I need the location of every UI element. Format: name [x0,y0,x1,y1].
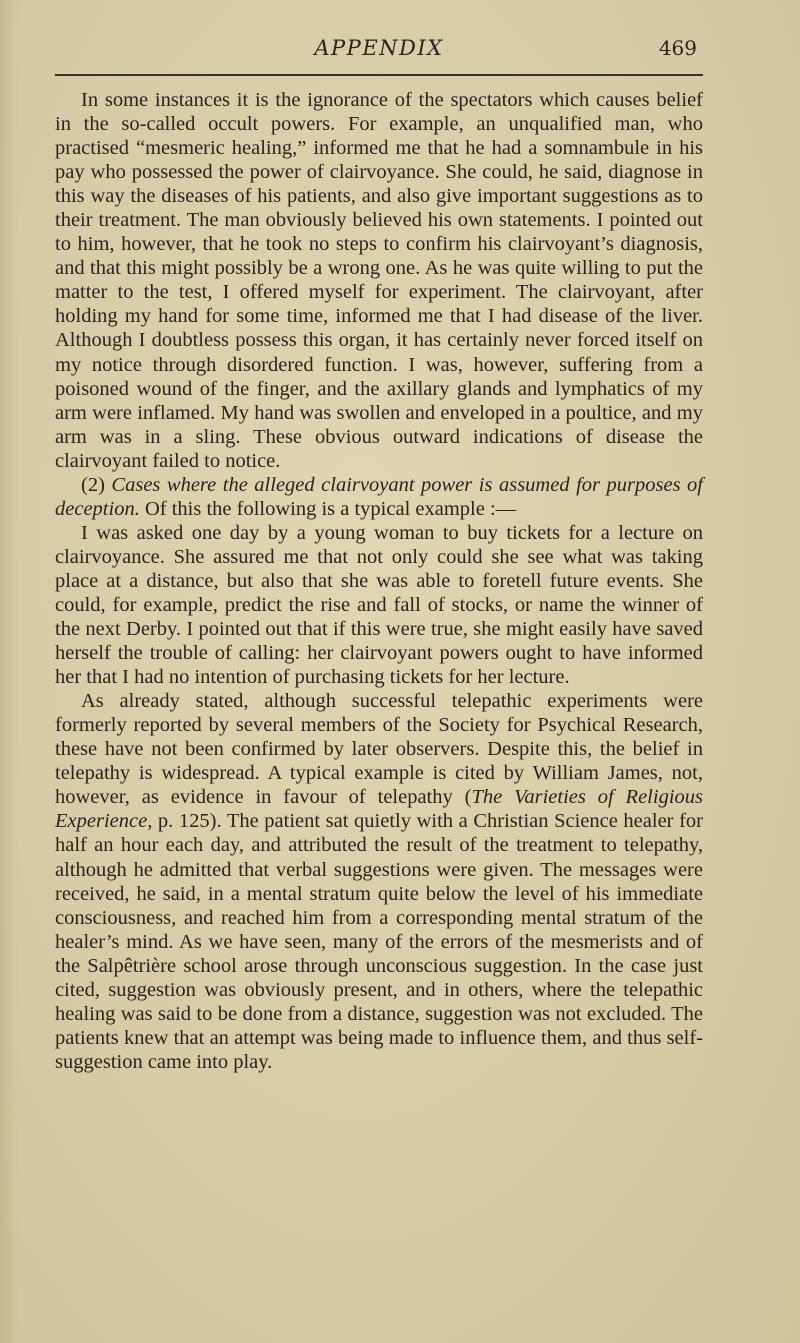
paragraph-clairvoyance-test: In some instances it is the ignorance of the spectators which causes belief in the so-called occult powers. For example, an unqualified man, who practised “mesmeric healing,” informed me that he had a somnambule in his pay who possessed the power of clairvoyance. She could, he said, diagnose in this way the diseases of his patients, and also give important suggestions as to their treatment. The man obviously believed his own statements. I pointed out to him, however, that he took no steps to confirm his clairvoyant’s diagnosis, and that this might possibly be a wrong one. As he was quite willing to put the matter to the test, I offered myself for experiment. The clairvoyant, after holding my hand for some time, informed me that I had disease of the liver. Although I doubtless possess this organ, it has certainly never forced itself on my notice through disordered function. I was, however, suffering from a poisoned wound of the finger, and the axillary glands and lymphatics of my arm were inflamed. My hand was swollen and enveloped in a poultice, and my arm was in a sling. These obvious outward indications of disease the clairvoyant failed to notice. [55,89,703,472]
section-heading: Cases where the alleged clairvoyant power is assumed for purposes of deception. [55,473,704,520]
running-title: APPENDIX [314,36,444,60]
paragraph-ticket-example: I was asked one day by a young woman to buy tickets for a lecture on clairvoyance. She assured me that not only could she see what was taking place at a distance, but also that she was able to foretell future events. She could, for example, predict the rise and fall of stocks, or name the winner of the next Derby. I pointed out that if this were true, she might easily have saved herself the trouble of calling: her clairvoyant powers ought to have informed her that I had no intention of purchasing tickets for her lecture. [55,521,703,689]
header-rule [55,74,703,76]
book-title: The Varieties of Religious Experience [55,786,703,833]
section-number: (2) [81,473,105,496]
paragraph-cases-heading [55,473,703,521]
body-text [55,88,703,1074]
telepathy-text-b: , p. 125). The patient sat quietly with a Christian Science healer for half an hour each day, and attributed the result of the treatment to telepathy, although he admitted that verbal suggestions were given. The messages were received, he said, in a mental stratum quite below the level of his immediate consciousness, and reached him from a corresponding mental stratum of the healer’s mind. As we have seen, many of the errors of the mesmerists and of the Salpêtrière school arose through unconscious suggestion. In the case just cited, suggestion was obviously present, and in others, where the telepathic healing was said to be done from a distance, suggestion was not excluded. The patients knew that an attempt was being made to influence them, and thus self-suggestion came into play. [55,810,703,1073]
paragraph-telepathy [55,689,703,1074]
running-head [55,36,703,76]
page-number: 469 [658,36,697,60]
telepathy-text-a: As already stated, although successful telepathic experiments were formerly reported by several members of the Society for Psychical Research, these have not been confirmed by later observers. Despite this, the belief in telepathy is widespread. A typical example is cited by William James, not, however, as evidence in favour of telepathy ( [55,690,703,809]
section-lead: Of this the following is a typical example :— [144,497,517,520]
